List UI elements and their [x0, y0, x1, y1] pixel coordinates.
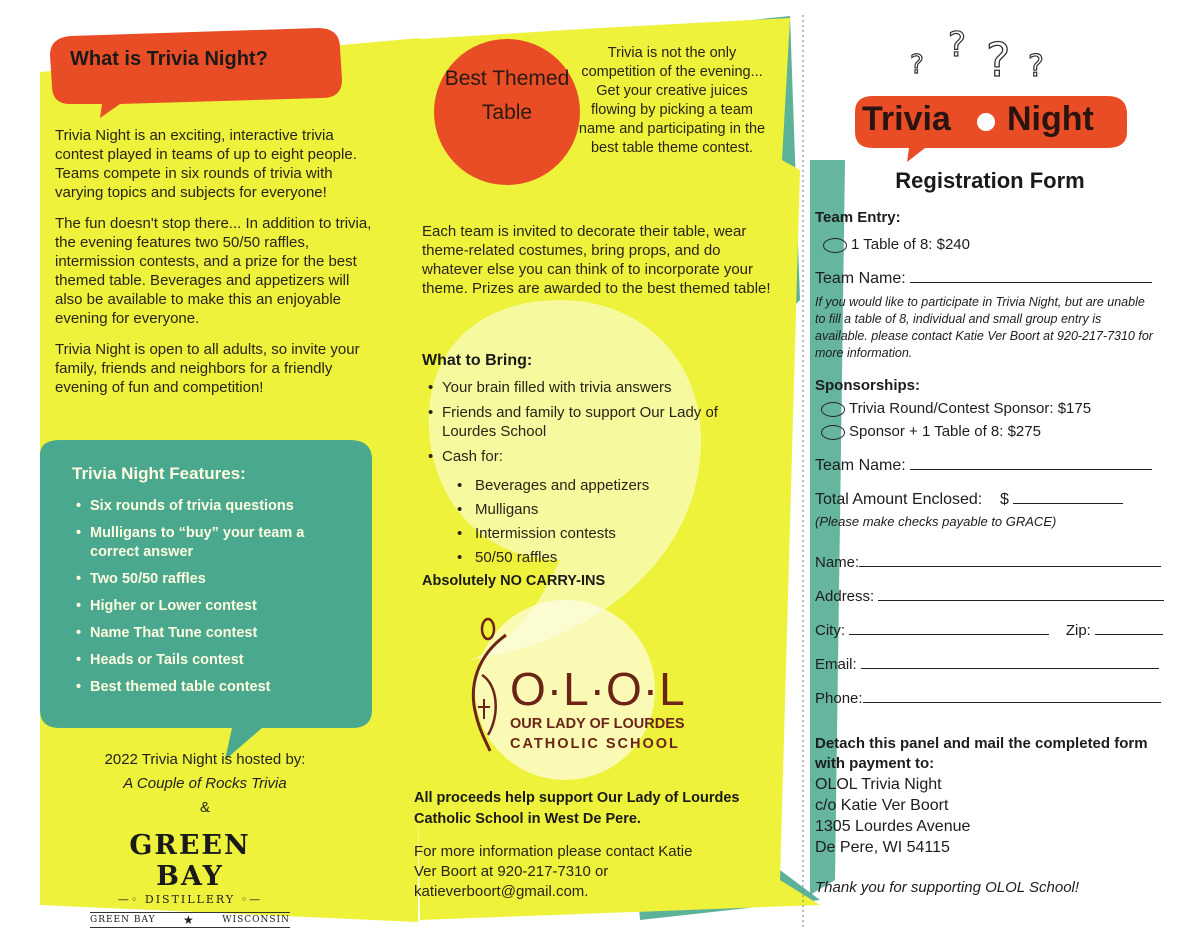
host-ampersand: &	[199, 799, 210, 816]
team-name-field[interactable]	[910, 268, 1152, 283]
team-name-label: Team Name:	[815, 270, 906, 287]
radio-oval-icon[interactable]	[821, 425, 845, 440]
list-item: • Two 50/50 raffles	[76, 570, 356, 589]
phone-row	[815, 688, 1175, 708]
distillery-city: GREEN BAY	[90, 915, 156, 925]
mail-line: c/o Katie Ver Boort	[815, 797, 949, 814]
list-item: • Friends and family to support Our Lady of Lourdes School	[426, 403, 776, 441]
email-label: Email:	[815, 656, 857, 673]
sponsorships-label: Sponsorships:	[815, 377, 921, 394]
sponsor-option-2[interactable]	[821, 422, 1175, 441]
total-amount-field[interactable]	[1013, 489, 1123, 504]
list-item: • Intermission contests	[455, 524, 755, 543]
distillery-sub: —◦ DISTILLERY ◦—	[117, 893, 263, 906]
host-block	[60, 748, 350, 820]
list-item: • 50/50 raffles	[455, 548, 755, 567]
zip-field[interactable]	[1095, 620, 1163, 635]
features-title: Trivia Night Features:	[72, 464, 246, 483]
olol-letters: O·L·O·L	[510, 663, 686, 715]
sponsor-option-1-text: Trivia Round/Contest Sponsor: $175	[849, 400, 1092, 417]
radio-oval-icon[interactable]	[821, 402, 845, 417]
bring-title: What to Bring:	[422, 352, 533, 369]
team-entry-option[interactable]	[823, 235, 1175, 254]
hosted-by-label: 2022 Trivia Night is hosted by:	[104, 751, 306, 768]
total-label: Total Amount Enclosed:	[815, 491, 983, 508]
logo-word-trivia: Trivia	[862, 100, 951, 138]
sponsor-option-2-text: Sponsor + 1 Table of 8: $275	[849, 423, 1041, 440]
host-name: A Couple of Rocks Trivia	[123, 775, 287, 792]
city-zip-row	[815, 620, 1175, 640]
contact-info: For more information please contact Katie Ver Boort at 920-217-7310 or katieverboort@gmail.com.	[414, 843, 693, 900]
email-row	[815, 654, 1175, 674]
address-label: Address:	[815, 588, 875, 605]
svg-text:?: ?	[986, 33, 1011, 87]
address-field[interactable]	[878, 586, 1164, 601]
mailing-address	[815, 774, 1175, 858]
mail-line: De Pere, WI 54115	[815, 839, 950, 856]
sponsor-option-1[interactable]	[821, 399, 1175, 418]
radio-oval-icon[interactable]	[823, 238, 847, 253]
intro-paragraph-1: Trivia Night is an exciting, interactive trivia contest played in teams of up to eight people. Teams compete in six rounds of trivia with varying topics and subjects for everyone!	[55, 127, 357, 201]
mail-line: 1305 Lourdes Avenue	[815, 818, 971, 835]
distillery-name: GREEN BAY	[129, 830, 251, 892]
list-item: • Name That Tune contest	[76, 624, 356, 643]
middle-paragraph: Each team is invited to decorate their table, wear theme-related costumes, bring props, and do whatever else you can think of to incorporate your theme. Prizes are awarded to the best themed table!	[422, 223, 771, 297]
name-label: Name:	[815, 554, 860, 571]
olol-line1: OUR LADY OF LOURDES	[510, 716, 685, 732]
email-field[interactable]	[861, 654, 1159, 669]
distillery-sub-text: DISTILLERY	[144, 893, 236, 906]
left-intro	[55, 126, 375, 409]
list-item: • Mulligans to “buy” your team a correct answer	[76, 524, 356, 562]
middle-intro: Trivia is not the only competition of the evening... Get your creative juices flowing by picking a team name and participating in the best table theme contest.	[578, 45, 766, 156]
registration-form	[815, 208, 1175, 897]
phone-label: Phone:	[815, 690, 863, 707]
city-label: City:	[815, 622, 845, 639]
sponsor-team-name-row	[815, 455, 1175, 475]
svg-text:?: ?	[1028, 49, 1044, 84]
team-name-row	[815, 268, 1175, 288]
total-row	[815, 489, 1175, 509]
team-name-label-2: Team Name:	[815, 457, 906, 474]
svg-text:?: ?	[948, 25, 967, 65]
intro-paragraph-2: The fun doesn't stop there... In addition to trivia, the evening features two 50/50 raffles, intermission contests, and a prize for the best themed table. Beverages and appetizers will also be available to make this an enjoyable evening for everyone.	[55, 215, 372, 327]
team-entry-label: Team Entry:	[815, 209, 901, 226]
star-icon: ★	[183, 913, 195, 927]
distillery-bar	[90, 912, 290, 928]
name-field[interactable]	[859, 552, 1161, 567]
sponsor-team-name-field[interactable]	[910, 455, 1152, 470]
list-item: • Best themed table contest	[76, 678, 356, 697]
logo-word-night: Night	[1007, 100, 1094, 138]
form-title: Registration Form	[895, 168, 1085, 193]
cash-list	[455, 476, 755, 572]
list-item: • Beverages and appetizers	[455, 476, 755, 495]
distillery-state: WISCONSIN	[222, 915, 290, 925]
olol-line2: CATHOLIC SCHOOL	[510, 736, 680, 752]
team-entry-option-text: 1 Table of 8: $240	[851, 236, 970, 253]
mail-line: OLOL Trivia Night	[815, 776, 942, 793]
list-item: • Mulligans	[455, 500, 755, 519]
list-item: • Higher or Lower contest	[76, 597, 356, 616]
svg-text:?: ?	[910, 50, 924, 80]
individual-entry-note: If you would like to participate in Trivia Night, but are unable to fill a table of 8, individual and small group entry is available. please contact Katie Ver Boort at 920-217-7310 for more information.	[815, 295, 1153, 360]
intro-paragraph-3: Trivia Night is open to all adults, so invite your family, friends and neighbors for a friendly evening of fun and competition!	[55, 341, 360, 396]
dollar-sign: $	[1000, 491, 1009, 508]
zip-label: Zip:	[1065, 622, 1091, 639]
city-field[interactable]	[849, 620, 1049, 635]
left-title: What is Trivia Night?	[70, 48, 268, 70]
thank-you-note: Thank you for supporting OLOL School!	[815, 879, 1080, 896]
proceeds-note: All proceeds help support Our Lady of Lourdes Catholic School in West De Pere.	[414, 790, 740, 827]
list-item: • Six rounds of trivia questions	[76, 497, 356, 516]
distillery-logo	[90, 830, 290, 928]
list-item: • Cash for:	[426, 447, 776, 466]
detach-instructions: Detach this panel and mail the completed form with payment to:	[815, 735, 1148, 772]
question-marks-icon	[900, 18, 1070, 88]
checks-note: (Please make checks payable to GRACE)	[815, 514, 1057, 529]
name-row	[815, 552, 1175, 572]
list-item: • Heads or Tails contest	[76, 651, 356, 670]
bring-list	[426, 378, 776, 472]
list-item: • Your brain filled with trivia answers	[426, 378, 776, 397]
phone-field[interactable]	[863, 688, 1161, 703]
no-carry-ins: Absolutely NO CARRY-INS	[422, 573, 606, 589]
circle-title: Best Themed Table	[444, 67, 570, 124]
features-list	[76, 497, 356, 705]
address-row	[815, 586, 1175, 606]
